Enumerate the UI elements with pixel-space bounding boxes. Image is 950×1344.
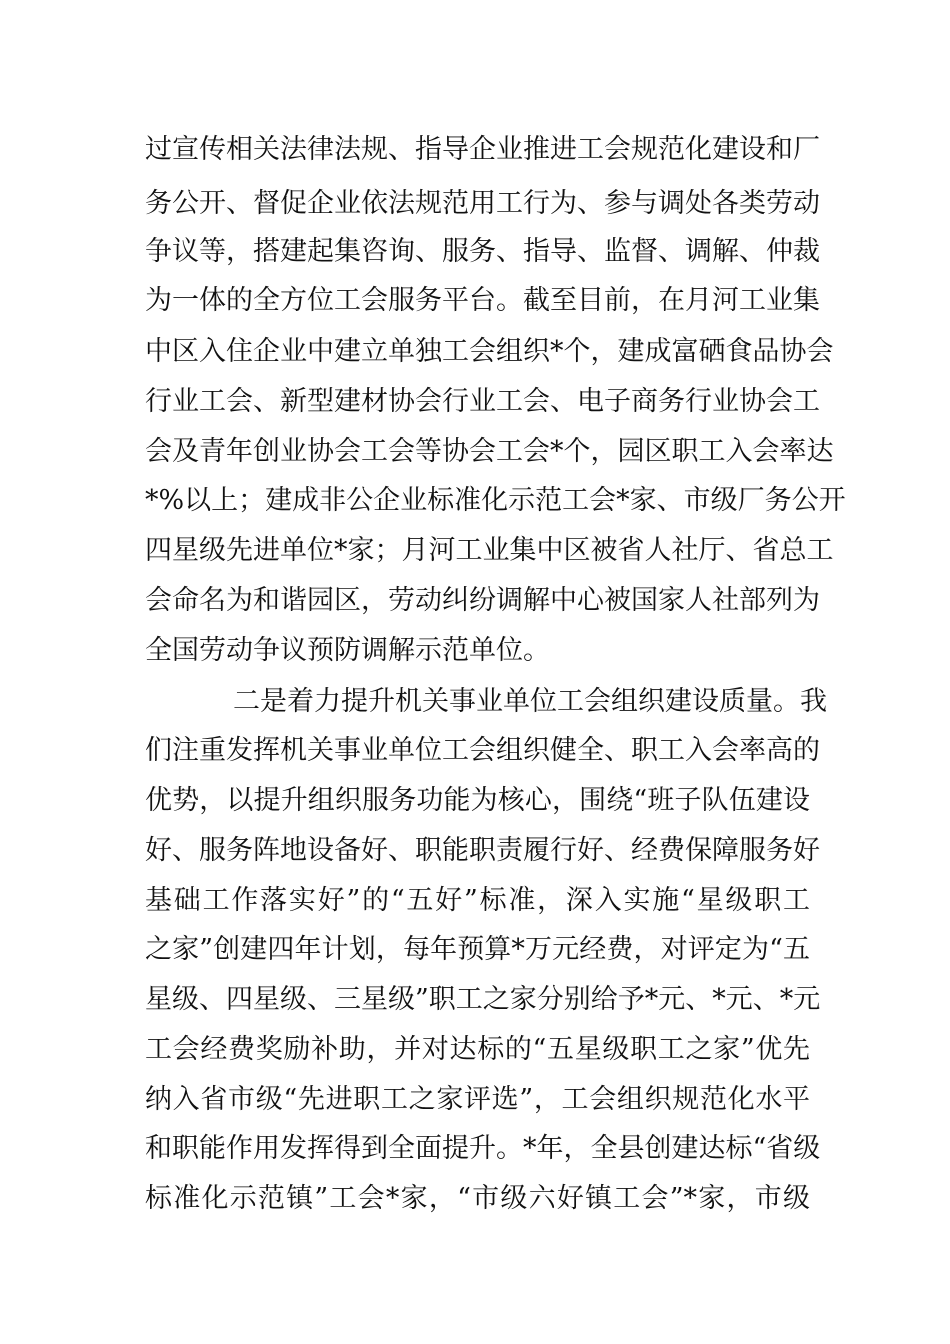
text-line: 们注重发挥机关事业单位工会组织健全、职工入会率高的	[145, 735, 820, 766]
text-line: 为一体的全方位工会服务平台。截至目前，在月河工业集	[145, 285, 820, 316]
text-line: 之家”创建四年计划，每年预算*万元经费，对评定为“五	[145, 934, 810, 965]
text-line: 行业工会、新型建材协会行业工会、电子商务行业协会工	[145, 386, 820, 417]
text-line: 会命名为和谐园区，劳动纠纷调解中心被国家人社部列为	[145, 585, 820, 616]
paragraph-heading: 二是着力提升机关事业单位工会组织建设质量。我	[233, 686, 827, 717]
text-line: 务公开、督促企业依法规范用工行为、参与调处各类劳动	[145, 188, 820, 219]
text-line: 好、服务阵地设备好、职能职责履行好、经费保障服务好	[145, 835, 820, 866]
text-line: 四星级先进单位*家；月河工业集中区被省人社厅、省总工	[145, 535, 834, 566]
text-line: 会及青年创业协会工会等协会工会*个，园区职工入会率达	[145, 436, 834, 467]
text-line: 全国劳动争议预防调解示范单位。	[145, 635, 550, 666]
text-line: 工会经费奖励补助，并对达标的“五星级职工之家”优先	[145, 1034, 810, 1065]
text-line: 争议等，搭建起集咨询、服务、指导、监督、调解、仲裁	[145, 236, 820, 267]
text-line: 纳入省市级“先进职工之家评选”，工会组织规范化水平	[145, 1084, 810, 1115]
text-line: 优势，以提升组织服务功能为核心，围绕“班子队伍建设	[145, 785, 810, 816]
text-line: 中区入住企业中建立单独工会组织*个，建成富硒食品协会	[145, 336, 834, 367]
text-line: 和职能作用发挥得到全面提升。*年，全县创建达标“省级	[145, 1133, 821, 1164]
text-line: 标准化示范镇”工会*家，“市级六好镇工会”*家，市级	[145, 1183, 810, 1214]
text-line: 基础工作落实好”的“五好”标准，深入实施“星级职工	[145, 885, 810, 916]
text-line: 星级、四星级、三星级”职工之家分别给予*元、*元、*元	[145, 984, 821, 1015]
text-line: 过宣传相关法律法规、指导企业推进工会规范化建设和厂	[145, 134, 820, 165]
text-line: *%以上；建成非公企业标准化示范工会*家、市级厂务公开	[145, 485, 846, 516]
